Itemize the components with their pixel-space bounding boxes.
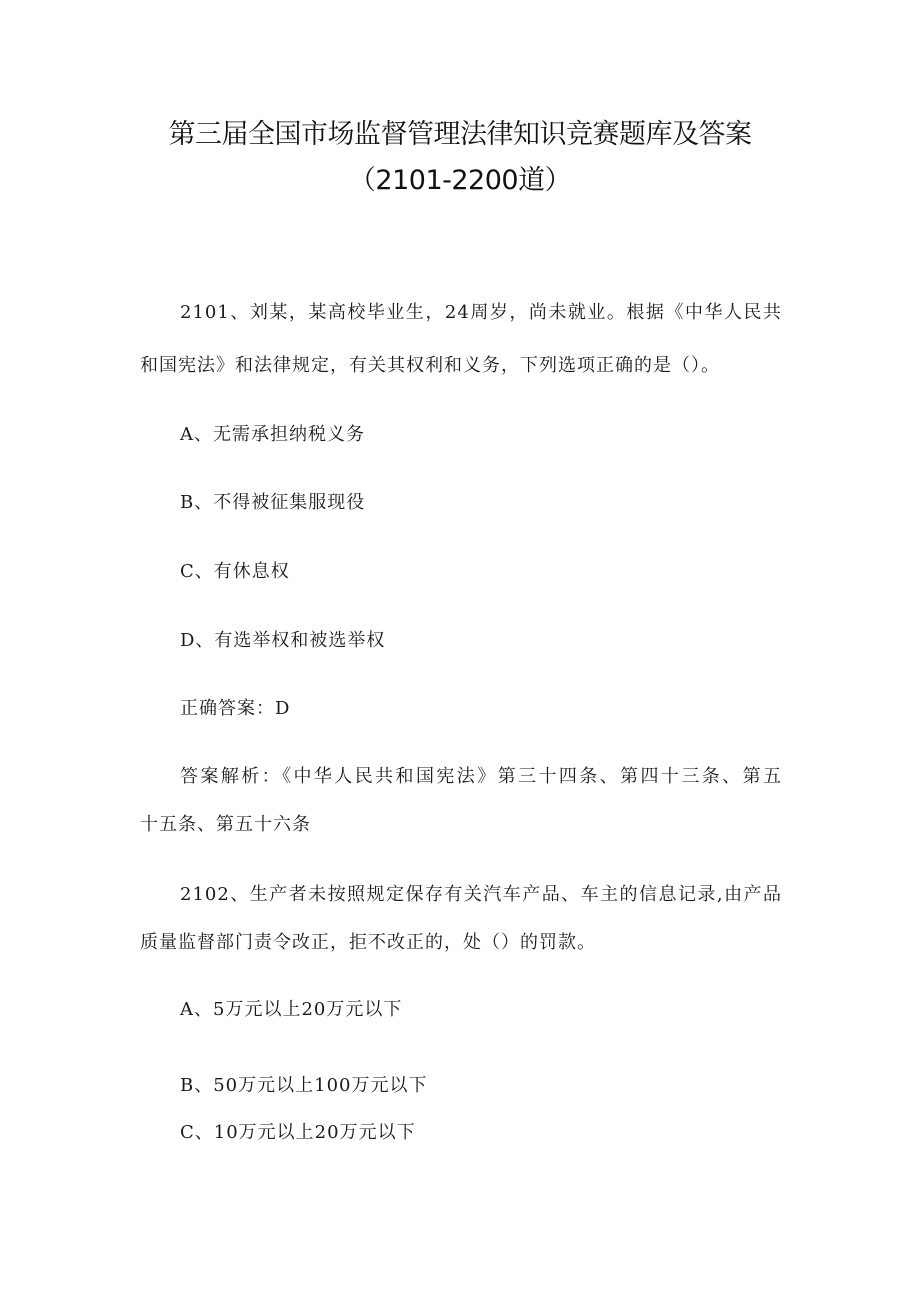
- document-title: 第三届全国市场监督管理法律知识竞赛题库及答案: [168, 119, 752, 150]
- question-2102-option-a: A、5万元以上20万元以下: [180, 999, 403, 1020]
- question-2101-option-a: A、无需承担纳税义务: [180, 424, 365, 445]
- question-2102-stem-line1: 2102、生产者未按照规定保存有关汽车产品、车主的信息记录,由产品: [180, 884, 782, 905]
- question-2101-option-b: B、不得被征集服现役: [180, 492, 366, 513]
- question-2102-stem-line2: 质量监督部门责令改正，拒不改正的，处（）的罚款。: [140, 932, 596, 953]
- question-2102-option-b: B、50万元以上100万元以下: [180, 1075, 428, 1096]
- question-2101-stem-line2: 和国宪法》和法律规定，有关其权利和义务，下列选项正确的是（）。: [140, 355, 720, 376]
- question-2102-option-c: C、10万元以上20万元以下: [180, 1122, 416, 1143]
- question-2101-analysis-line2: 十五条、第五十六条: [140, 814, 311, 835]
- question-2101-option-d: D、有选举权和被选举权: [180, 630, 386, 651]
- question-2101-stem-line1: 2101、刘某，某高校毕业生，24周岁，尚未就业。根据《中华人民共: [180, 302, 782, 323]
- question-2101-option-c: C、有休息权: [180, 561, 290, 582]
- question-2101-answer: 正确答案：D: [180, 698, 291, 719]
- document-subtitle: （2101-2200道）: [348, 165, 572, 196]
- question-2101-analysis-line1: 答案解析：《中华人民共和国宪法》第三十四条、第四十三条、第五: [180, 766, 782, 787]
